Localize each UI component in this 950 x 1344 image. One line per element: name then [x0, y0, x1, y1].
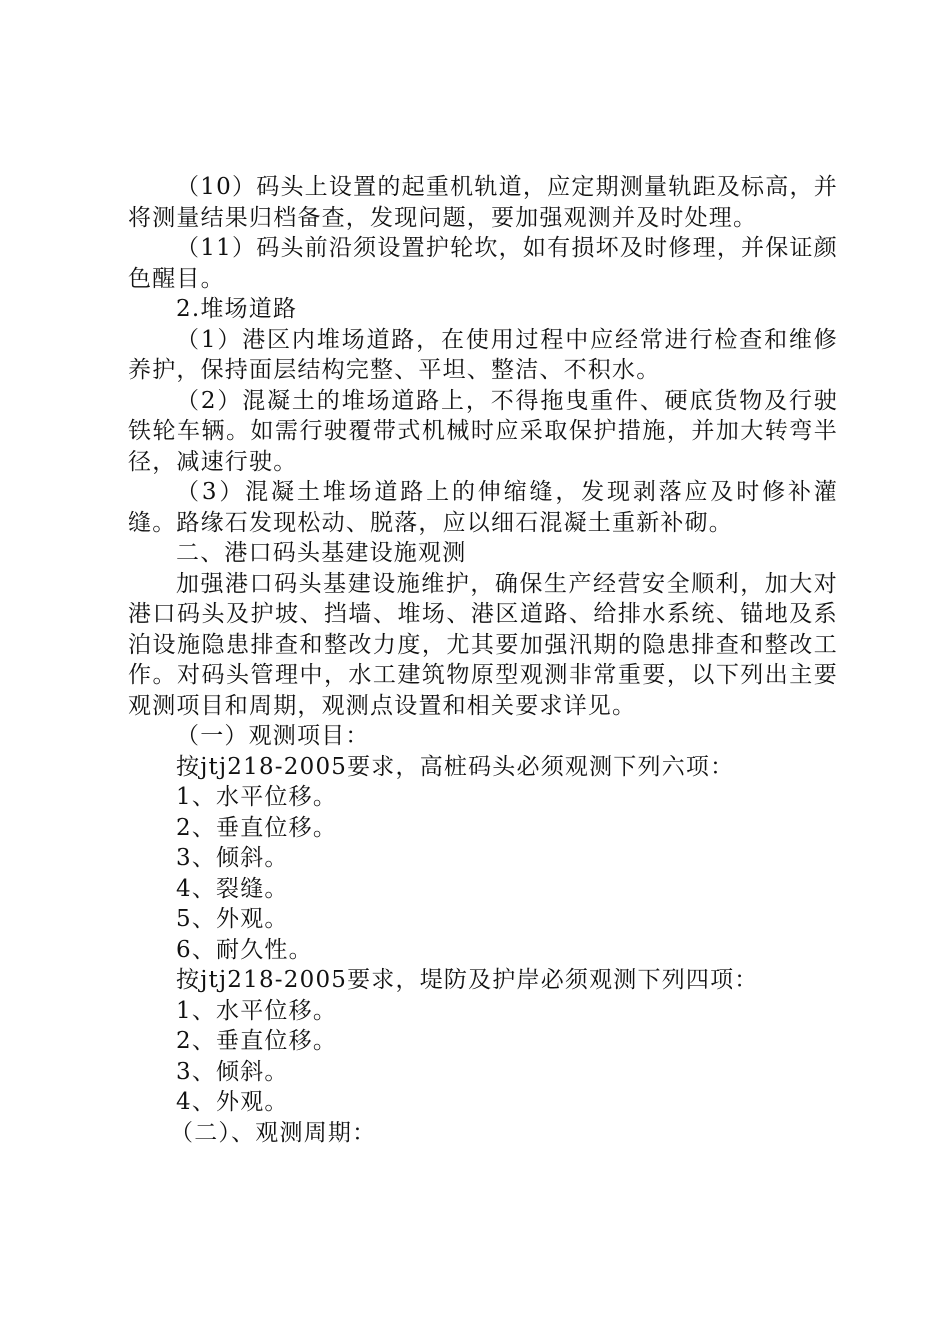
paragraph-observation-intro: 加强港口码头基建设施维护，确保生产经营安全顺利，加大对港口码头及护坡、挡墙、堆场、港区道路、给排水系统、锚地及系泊设施隐患排查和整改力度，尤其要加强汛期的隐患排查和整改工作。对码头管理中，水工建筑物原型观测非常重要，以下列出主要观测项目和周期，观测点设置和相关要求详见。 — [128, 570, 838, 719]
paragraph-crane-rail: （10）码头上设置的起重机轨道，应定期测量轨距及标高，并将测量结果归档备查，发现问题，要加强观测并及时处理。 — [128, 174, 838, 231]
list-item: 6、耐久性。 — [176, 936, 313, 963]
document-body — [128, 172, 838, 1148]
section-heading-observation: 二、港口码头基建设施观测 — [176, 540, 467, 566]
paragraph-yard-road-2: （2）混凝土的堆场道路上，不得拖曳重件、硬底货物及行驶铁轮车辆。如需行驶覆带式机械时应采取保护措施，并加大转弯半径，减速行驶。 — [128, 387, 838, 475]
list-item: 1、水平位移。 — [176, 784, 338, 810]
list-item: 5、外观。 — [176, 906, 289, 932]
list-item: 1、水平位移。 — [176, 997, 338, 1024]
paragraph-yard-road-1: （1）港区内堆场道路，在使用过程中应经常进行检查和维修养护，保持面层结构完整、平坦、整洁、不积水。 — [128, 326, 838, 383]
list-item: 4、裂缝。 — [176, 875, 289, 902]
paragraph-pile-wharf-requirement: 按jtj218-2005要求，高桩码头必须观测下列六项： — [176, 753, 735, 780]
paragraph-embankment-requirement: 按jtj218-2005要求，堤防及护岸必须观测下列四项： — [176, 967, 759, 993]
subheading-observation-items: （一）观测项目： — [176, 723, 370, 749]
list-item: 2、垂直位移。 — [176, 814, 338, 841]
list-item: 3、倾斜。 — [176, 845, 289, 871]
section-heading-yard-road: 2.堆场道路 — [176, 296, 298, 322]
subheading-observation-period: （二）、观测周期： — [170, 1119, 377, 1146]
list-item: 2、垂直位移。 — [176, 1028, 338, 1054]
list-item: 3、倾斜。 — [176, 1058, 289, 1085]
list-item: 4、外观。 — [176, 1089, 289, 1115]
paragraph-yard-road-3: （3）混凝土堆场道路上的伸缩缝，发现剥落应及时修补灌缝。路缘石发现松动、脱落，应以细石混凝土重新补砌。 — [128, 479, 838, 536]
paragraph-wheel-guard: （11）码头前沿须设置护轮坎，如有损坏及时修理，并保证颜色醒目。 — [128, 235, 838, 292]
